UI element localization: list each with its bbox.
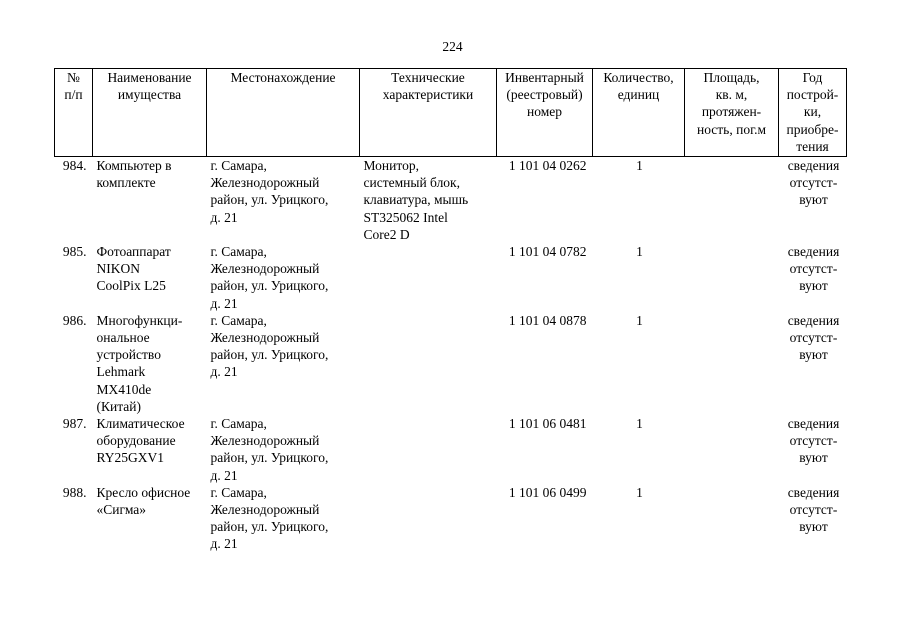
header-specs: Технические характеристики xyxy=(360,69,497,157)
inventory-number: 1 101 04 0782 xyxy=(508,244,587,260)
item-year: сведения отсутст- вуют xyxy=(787,416,840,466)
item-quantity: 1 xyxy=(636,416,643,432)
row-number: 985. xyxy=(62,244,87,260)
item-name: Кресло офисное «Сигма» xyxy=(96,484,191,518)
item-quantity: 1 xyxy=(636,244,643,260)
inventory-number: 1 101 06 0499 xyxy=(508,484,587,500)
item-quantity: 1 xyxy=(636,312,643,328)
header-location: Местонахождение xyxy=(207,69,360,157)
row-number: 986. xyxy=(62,312,87,328)
header-quantity: Количество, единиц xyxy=(593,69,685,157)
table-row xyxy=(55,415,847,484)
header-row xyxy=(55,69,847,157)
header-inventory: Инвентарный (реестровый) номер xyxy=(497,69,593,157)
row-number: 984. xyxy=(62,158,87,174)
row-number: 988. xyxy=(62,484,87,500)
item-area xyxy=(685,415,779,484)
table-header xyxy=(55,69,847,157)
table-row xyxy=(55,243,847,312)
item-quantity: 1 xyxy=(636,484,643,500)
property-registry-table xyxy=(54,68,847,553)
item-area xyxy=(685,484,779,553)
item-specs xyxy=(360,484,497,553)
row-number: 987. xyxy=(62,416,87,432)
item-specs: Монитор, системный блок, клавиатура, мышь ST325062 Intel Core2 D xyxy=(363,158,469,242)
item-location: г. Самара, Железнодорожный район, ул. Урицкого, д. 21 xyxy=(210,484,329,552)
item-name: Компьютер в комплекте xyxy=(96,158,172,191)
item-year: сведения отсутст- вуют xyxy=(787,312,840,363)
header-area: Площадь, кв. м, протяжен- ность, пог.м xyxy=(685,69,779,157)
header-number: № п/п xyxy=(55,69,93,157)
item-year: сведения отсутст- вуют xyxy=(787,244,840,294)
table-row xyxy=(55,157,847,244)
item-name: Многофункци- ональное устройство Lehmark MX410de (Китай) xyxy=(96,312,183,414)
item-name: Климатическое оборудование RY25GXV1 xyxy=(96,416,185,466)
page-number: 224 xyxy=(442,39,463,54)
header-year: Год построй- ки, приобре- тения xyxy=(779,69,847,157)
item-location: г. Самара, Железнодорожный район, ул. Урицкого, д. 21 xyxy=(210,244,329,311)
item-location: г. Самара, Железнодорожный район, ул. Урицкого, д. 21 xyxy=(210,312,329,380)
inventory-number: 1 101 04 0262 xyxy=(508,158,587,174)
item-year: сведения отсутст- вуют xyxy=(787,484,840,535)
item-year: сведения отсутст- вуют xyxy=(787,158,840,208)
item-area xyxy=(685,312,779,415)
table-body xyxy=(55,157,847,553)
item-location: г. Самара, Железнодорожный район, ул. Урицкого, д. 21 xyxy=(210,158,329,225)
item-quantity: 1 xyxy=(636,158,643,174)
item-location: г. Самара, Железнодорожный район, ул. Урицкого, д. 21 xyxy=(210,416,329,483)
item-area xyxy=(685,243,779,312)
table-row xyxy=(55,484,847,553)
item-specs xyxy=(360,415,497,484)
header-name: Наименование имущества xyxy=(93,69,207,157)
inventory-number: 1 101 04 0878 xyxy=(508,312,587,328)
inventory-number: 1 101 06 0481 xyxy=(508,416,587,432)
table-row xyxy=(55,312,847,415)
item-name: Фотоаппарат NIKON CoolPix L25 xyxy=(96,244,171,294)
item-specs xyxy=(360,243,497,312)
item-area xyxy=(685,157,779,244)
item-specs xyxy=(360,312,497,415)
